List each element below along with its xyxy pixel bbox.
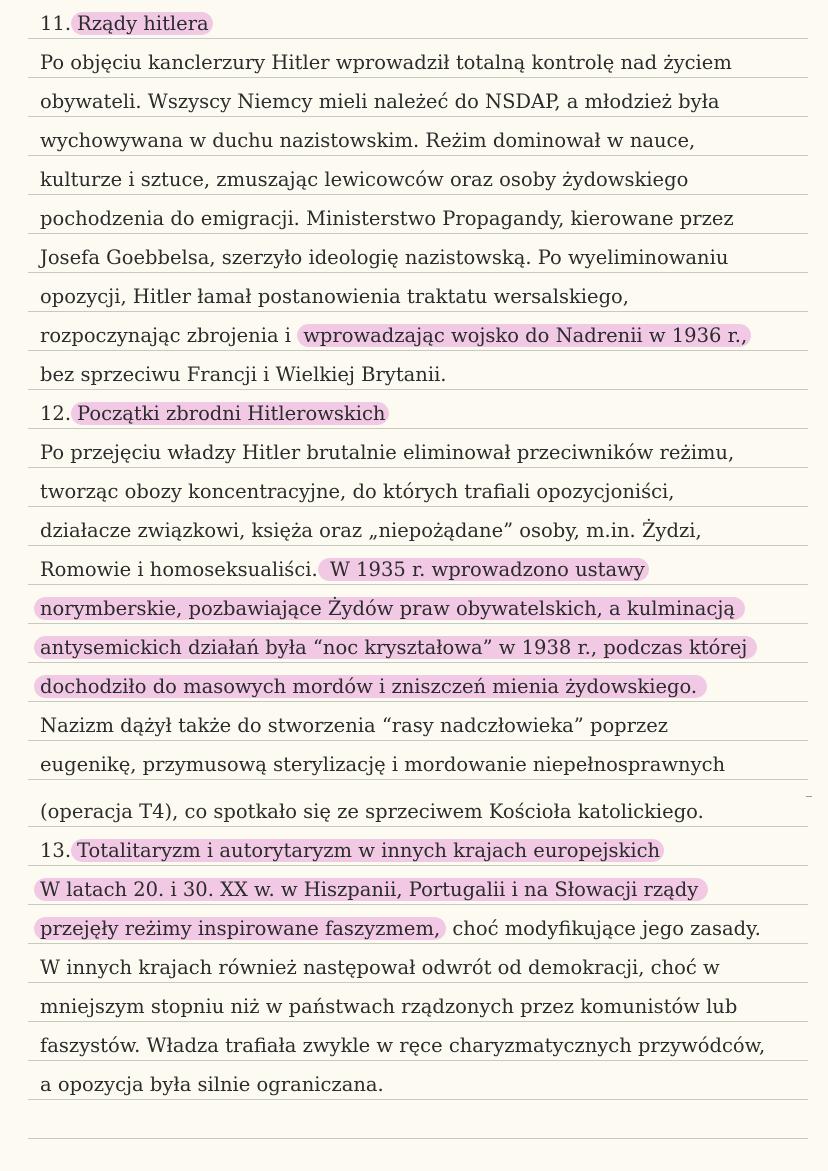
text-line: bez sprzeciwu Francji i Wielkiej Brytanii. (40, 363, 447, 386)
highlighted-text: przejęły reżimy inspirowane faszyzmem, (34, 917, 446, 940)
highlighted-text: W 1935 r. wprowadzono ustawy (318, 558, 649, 581)
text-line (40, 672, 707, 702)
text-line: wychowywana w duchu nazistowskim. Reżim dominował w nauce, (40, 129, 696, 152)
page-edge-mark (806, 796, 812, 803)
text-line: eugenikę, przymusową sterylizację i mordowanie niepełnosprawnych (40, 753, 726, 776)
text-line: opozycji, Hitler łamał postanowienia traktatu wersalskiego, (40, 285, 629, 308)
section-heading (40, 836, 664, 866)
heading-title: Totalitaryzm i autorytaryzm w innych krajach europejskich (71, 839, 664, 862)
text-line: Nazizm dążył także do stworzenia “rasy nadczłowieka” poprzez (40, 714, 669, 737)
text-line: Po przejęciu władzy Hitler brutalnie eliminował przeciwników reżimu, (40, 441, 735, 464)
text-line (40, 633, 757, 663)
heading-number: 11. (40, 12, 72, 35)
text-line: Po objęciu kanclerzury Hitler wprowadził totalną kontrolę nad życiem (40, 51, 732, 74)
text-line: obywateli. Wszyscy Niemcy mieli należeć do NSDAP, a młodzież była (40, 90, 720, 113)
section-heading (40, 399, 389, 429)
heading-title: Początki zbrodni Hitlerowskich (71, 402, 389, 425)
text-line: faszystów. Władza trafiała zwykle w ręce charyzmatycznych przywódców, (40, 1034, 766, 1057)
heading-number: 12. (40, 402, 72, 425)
text-line (40, 594, 745, 624)
highlighted-text: dochodziło do masowych mordów i zniszczeń mienia żydowskiego. (34, 675, 707, 698)
text-line: mniejszym stopniu niż w państwach rządzonych przez komunistów lub (40, 995, 738, 1018)
highlighted-text: norymberskie, pozbawiające Żydów praw obywatelskich, a kulminacją (34, 597, 745, 620)
text-line: rozpoczynając zbrojenia i wprowadzając wojsko do Nadrenii w 1936 r., (40, 321, 751, 351)
text-line: a opozycja była silnie ograniczana. (40, 1073, 384, 1096)
text-line: Romowie i homoseksualiści. W 1935 r. wprowadzono ustawy (40, 555, 649, 585)
heading-title: Rządy hitlera (71, 12, 213, 35)
text-line: W innych krajach również następował odwrót od demokracji, choć w (40, 956, 720, 979)
text-line: tworząc obozy koncentracyjne, do których trafiali opozycjoniści, (40, 480, 675, 503)
highlighted-text: wprowadzając wojsko do Nadrenii w 1936 r., (297, 324, 751, 347)
text-line: (operacja T4), co spotkało się ze sprzeciwem Kościoła katolickiego. (40, 800, 704, 823)
highlighted-text: antysemickich działań była “noc kryształowa” w 1938 r., podczas której (34, 636, 757, 659)
text-line: kulturze i sztuce, zmuszając lewicowców oraz osoby żydowskiego (40, 168, 689, 191)
text-line: Josefa Goebbelsa, szerzyło ideologię nazistowską. Po wyeliminowaniu (40, 246, 729, 269)
text-line: przejęły reżimy inspirowane faszyzmem, choć modyfikujące jego zasady. (40, 914, 761, 944)
text-line (40, 875, 708, 905)
text-line: działacze związkowi, księża oraz „niepożądane” osoby, m.in. Żydzi, (40, 519, 702, 542)
text-line: pochodzenia do emigracji. Ministerstwo Propagandy, kierowane przez (40, 207, 734, 230)
highlighted-text: W latach 20. i 30. XX w. w Hiszpanii, Portugalii i na Słowacji rządy (34, 878, 708, 901)
ruled-line (28, 1138, 808, 1139)
section-heading (40, 9, 213, 39)
heading-number: 13. (40, 839, 72, 862)
